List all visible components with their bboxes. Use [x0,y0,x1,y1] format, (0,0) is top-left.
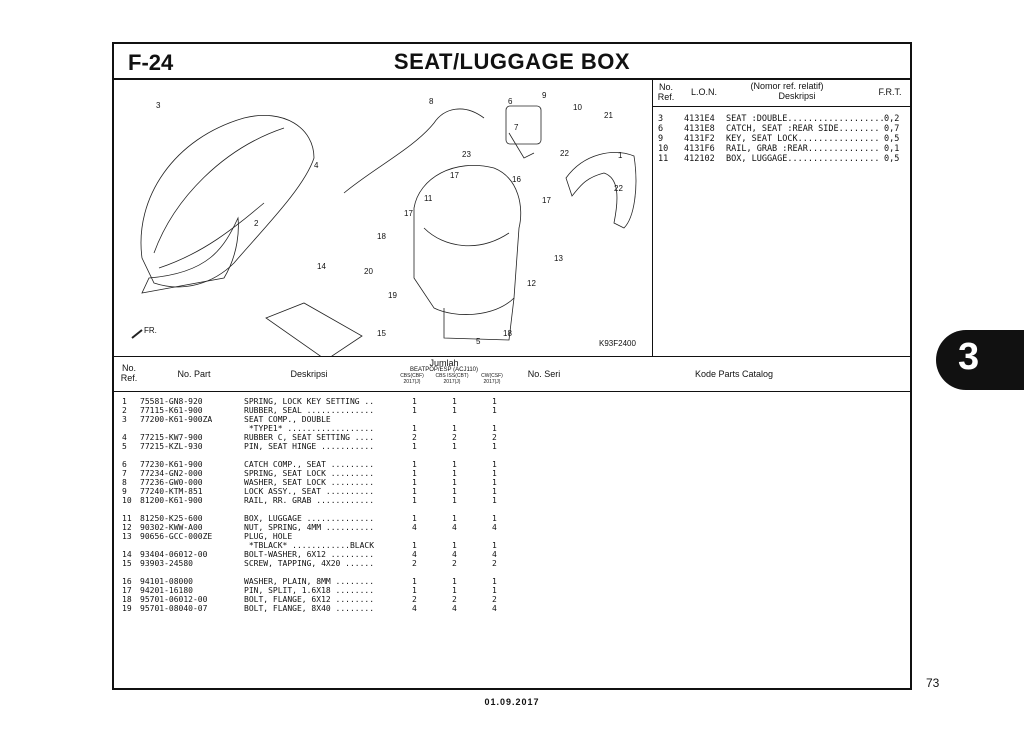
front-label: FR. [144,326,157,335]
page-frame [112,42,912,690]
part-number: 94101-08000 [140,577,193,586]
part-ref: 1 [122,397,127,406]
part-qty: 1 [452,424,457,433]
col-q1: CBS(CBF) 2017(J) [400,373,424,385]
part-qty: 1 [412,487,417,496]
part-desc: WASHER, PLAIN, 8MM ........ [244,577,375,586]
image-code: K93F2400 [599,339,636,348]
table-row [114,478,614,487]
part-qty: 2 [492,433,497,442]
frt-lon: 412102 [684,154,715,164]
col-no-part: No. Part [177,369,211,379]
frt-row [652,144,910,154]
part-qty: 4 [492,550,497,559]
frt-no: 11 [658,154,669,164]
part-ref: 10 [122,496,132,505]
seat-outline [141,115,314,287]
part-qty: 1 [412,586,417,595]
part-desc: PLUG, HOLE [244,532,293,541]
svg-text:1: 1 [618,151,623,160]
part-number: 81250-K25-600 [140,514,203,523]
page-title: SEAT/LUGGAGE BOX [393,49,631,74]
col-no-ref: No. Ref. [120,363,138,383]
part-desc: SPRING, SEAT LOCK ......... [244,469,375,478]
frt-no: 6 [658,124,664,134]
part-qty: 4 [452,550,457,559]
svg-text:14: 14 [317,262,326,271]
part-ref: 9 [122,487,127,496]
part-ref: 12 [122,523,132,532]
part-qty: 4 [452,523,457,532]
svg-text:3: 3 [156,101,161,110]
footer-date: 01.09.2017 [484,697,540,707]
part-desc: RUBBER, SEAL .............. [244,406,375,415]
part-qty: 1 [492,442,497,451]
frt-col-no-ref: No. Ref. [657,82,675,102]
frt-table [652,78,910,356]
table-row [114,532,614,541]
part-number: 95701-06012-00 [140,595,208,604]
part-ref: 19 [122,604,132,613]
part-desc: LOCK ASSY., SEAT .......... [244,487,375,496]
part-desc: BOLT, FLANGE, 6X12 ........ [244,595,375,604]
part-ref: 17 [122,586,132,595]
part-qty: 1 [412,397,417,406]
part-desc: BOLT, FLANGE, 8X40 ........ [244,604,375,613]
part-qty: 1 [412,406,417,415]
svg-text:8: 8 [429,97,434,106]
frt-col-frt: F.R.T. [878,87,902,97]
part-desc: RAIL, RR. GRAB ............ [244,496,375,505]
part-ref: 13 [122,532,132,541]
part-desc: *TYPE1* .................. [244,424,375,433]
part-qty: 1 [492,424,497,433]
part-ref: 11 [122,514,132,523]
frt-no: 9 [658,134,664,144]
part-ref: 18 [122,595,132,604]
svg-text:6: 6 [508,97,513,106]
part-qty: 1 [412,541,417,550]
part-number: 94201-16180 [140,586,193,595]
svg-text:18: 18 [503,329,512,338]
frt-value: 0,1 [884,144,900,154]
svg-text:19: 19 [388,291,397,300]
part-qty: 1 [492,469,497,478]
part-qty: 1 [452,541,457,550]
part-qty: 1 [452,442,457,451]
part-ref: 16 [122,577,132,586]
part-qty: 2 [412,433,417,442]
frt-row [652,124,910,134]
table-row [114,424,614,433]
part-number: 77230-K61-900 [140,460,203,469]
table-row [114,406,614,415]
part-qty: 1 [412,442,417,451]
frt-desc: RAIL, GRAB :REAR.............. [726,144,880,154]
part-number: 95701-08040-07 [140,604,208,613]
part-ref: 2 [122,406,127,415]
part-desc: *TBLACK* ............BLACK [244,541,375,550]
part-qty: 1 [412,460,417,469]
part-qty: 1 [412,424,417,433]
part-number: 90656-GCC-000ZE [140,532,213,541]
part-qty: 1 [452,586,457,595]
part-desc: BOLT-WASHER, 6X12 ......... [244,550,375,559]
part-qty: 1 [492,514,497,523]
part-qty: 1 [492,460,497,469]
frt-lon: 4131E4 [684,114,715,124]
section-code: F-24 [128,50,174,75]
frt-value: 0,5 [884,134,900,144]
part-number: 93903-24580 [140,559,193,568]
frt-no: 3 [658,114,664,124]
svg-text:13: 13 [554,254,563,263]
part-qty: 4 [412,523,417,532]
page-header [114,44,910,80]
part-number: 77234-GN2-000 [140,469,203,478]
part-ref: 4 [122,433,127,442]
part-qty: 1 [452,460,457,469]
part-qty: 2 [492,559,497,568]
part-desc: CATCH COMP., SEAT ......... [244,460,375,469]
parts-illustration [114,78,652,356]
grab-rail [566,152,636,228]
col-model: BEATPOP/ESP (ACJ110) [409,367,479,373]
part-qty: 1 [412,496,417,505]
part-number: 77200-K61-900ZA [140,415,213,424]
svg-text:9: 9 [542,91,547,100]
part-qty: 4 [412,604,417,613]
col-q2: CBS ISS(CBT) 2017(J) [435,373,469,385]
part-ref: 3 [122,415,127,424]
part-number: 75581-GN8-920 [140,397,203,406]
part-qty: 2 [452,595,457,604]
frt-row [652,154,910,164]
part-qty: 4 [412,550,417,559]
table-row [114,487,614,496]
exploded-diagram [114,78,653,356]
svg-text:5: 5 [476,337,481,346]
page-number: 73 [926,676,940,690]
part-qty: 2 [412,559,417,568]
table-row [114,397,614,406]
frt-desc: CATCH, SEAT :REAR SIDE........ [726,124,880,134]
part-number: 77215-KZL-930 [140,442,203,451]
table-row [114,586,614,595]
table-row [114,577,614,586]
part-qty: 1 [492,586,497,595]
svg-text:12: 12 [527,279,536,288]
part-qty: 4 [452,604,457,613]
svg-text:22: 22 [614,184,623,193]
svg-text:11: 11 [424,194,433,203]
frt-col-desc-note: (Nomor ref. relatif) [750,81,824,91]
svg-text:16: 16 [512,175,521,184]
part-number: 93404-06012-00 [140,550,208,559]
part-qty: 1 [492,577,497,586]
part-qty: 1 [492,487,497,496]
part-qty: 1 [452,406,457,415]
table-row [114,415,614,424]
frt-value: 0,2 [884,114,900,124]
frt-value: 0,5 [884,154,900,164]
part-desc: PIN, SEAT HINGE ........... [244,442,375,451]
svg-text:18: 18 [377,232,386,241]
svg-text:17: 17 [404,209,413,218]
table-row [114,595,614,604]
part-qty: 1 [492,406,497,415]
part-qty: 1 [492,496,497,505]
table-row [114,523,614,532]
part-qty: 1 [452,469,457,478]
col-desc: Deskripsi [290,369,328,379]
frt-row [652,114,910,124]
part-qty: 1 [452,496,457,505]
part-desc: BOX, LUGGAGE .............. [244,514,375,523]
part-desc: PIN, SPLIT, 1.6X18 ........ [244,586,375,595]
frt-row [652,134,910,144]
part-qty: 2 [492,595,497,604]
table-row [114,541,614,550]
part-qty: 1 [492,541,497,550]
part-qty: 1 [412,478,417,487]
chapter-number: 3 [958,336,980,378]
part-qty: 2 [452,433,457,442]
part-qty: 1 [452,577,457,586]
frt-desc: SEAT :DOUBLE................... [726,114,885,124]
frt-col-lon: L.O.N. [690,87,717,97]
table-row [114,559,614,568]
table-row [114,442,614,451]
frt-no: 10 [658,144,669,154]
table-row [114,460,614,469]
frt-value: 0,7 [884,124,900,134]
col-no-seri: No. Seri [527,369,561,379]
part-ref: 15 [122,559,132,568]
chapter-tab [936,330,1024,390]
part-number: 77236-GW0-000 [140,478,203,487]
frt-lon: 4131F6 [684,144,715,154]
svg-text:2: 2 [254,219,259,228]
table-row [114,433,614,442]
col-kode: Kode Parts Catalog [694,369,774,379]
part-qty: 1 [452,397,457,406]
part-qty: 1 [452,478,457,487]
frt-desc: BOX, LUGGAGE.................. [726,154,880,164]
svg-text:20: 20 [364,267,373,276]
frt-desc: KEY, SEAT LOCK................ [726,134,880,144]
part-number: 81200-K61-900 [140,496,203,505]
col-q3: CW(CSF) 2017(J) [481,373,503,385]
part-qty: 4 [492,523,497,532]
part-number: 77215-KW7-900 [140,433,203,442]
parts-table-header [114,356,910,392]
frt-lon: 4131F2 [684,134,715,144]
frt-col-desc: Deskripsi [778,91,816,101]
part-qty: 2 [452,559,457,568]
svg-text:4: 4 [314,161,319,170]
part-qty: 1 [492,478,497,487]
table-row [114,469,614,478]
svg-text:10: 10 [573,103,582,112]
svg-text:22: 22 [560,149,569,158]
luggage-box [414,165,521,314]
table-row [114,514,614,523]
part-ref: 8 [122,478,127,487]
frt-lon: 4131E8 [684,124,715,134]
part-desc: SPRING, LOCK KEY SETTING .. [244,397,375,406]
part-qty: 1 [492,397,497,406]
part-ref: 5 [122,442,127,451]
part-desc: WASHER, SEAT LOCK ......... [244,478,375,487]
part-desc: SCREW, TAPPING, 4X20 ...... [244,559,375,568]
table-row [114,604,614,613]
seal-rubber [142,218,238,293]
frt-header [652,78,910,107]
part-qty: 1 [412,469,417,478]
part-ref: 14 [122,550,132,559]
svg-text:21: 21 [604,111,613,120]
part-qty: 1 [412,577,417,586]
part-qty: 2 [412,595,417,604]
col-jumlah: Jumlah [429,358,459,368]
svg-text:7: 7 [514,123,519,132]
part-qty: 1 [452,487,457,496]
part-desc: NUT, SPRING, 4MM .......... [244,523,375,532]
part-desc: SEAT COMP., DOUBLE [244,415,331,424]
svg-text:15: 15 [377,329,386,338]
part-number: 77115-K61-900 [140,406,203,415]
table-row [114,496,614,505]
svg-text:17: 17 [450,171,459,180]
part-qty: 1 [452,514,457,523]
table-row [114,550,614,559]
svg-text:17: 17 [542,196,551,205]
part-qty: 4 [492,604,497,613]
part-number: 77240-KTM-851 [140,487,203,496]
part-ref: 7 [122,469,127,478]
part-qty: 1 [412,514,417,523]
svg-text:23: 23 [462,150,471,159]
part-desc: RUBBER C, SEAT SETTING .... [244,433,375,442]
tray-part [266,303,362,356]
part-ref: 6 [122,460,127,469]
part-number: 90302-KWW-A00 [140,523,203,532]
